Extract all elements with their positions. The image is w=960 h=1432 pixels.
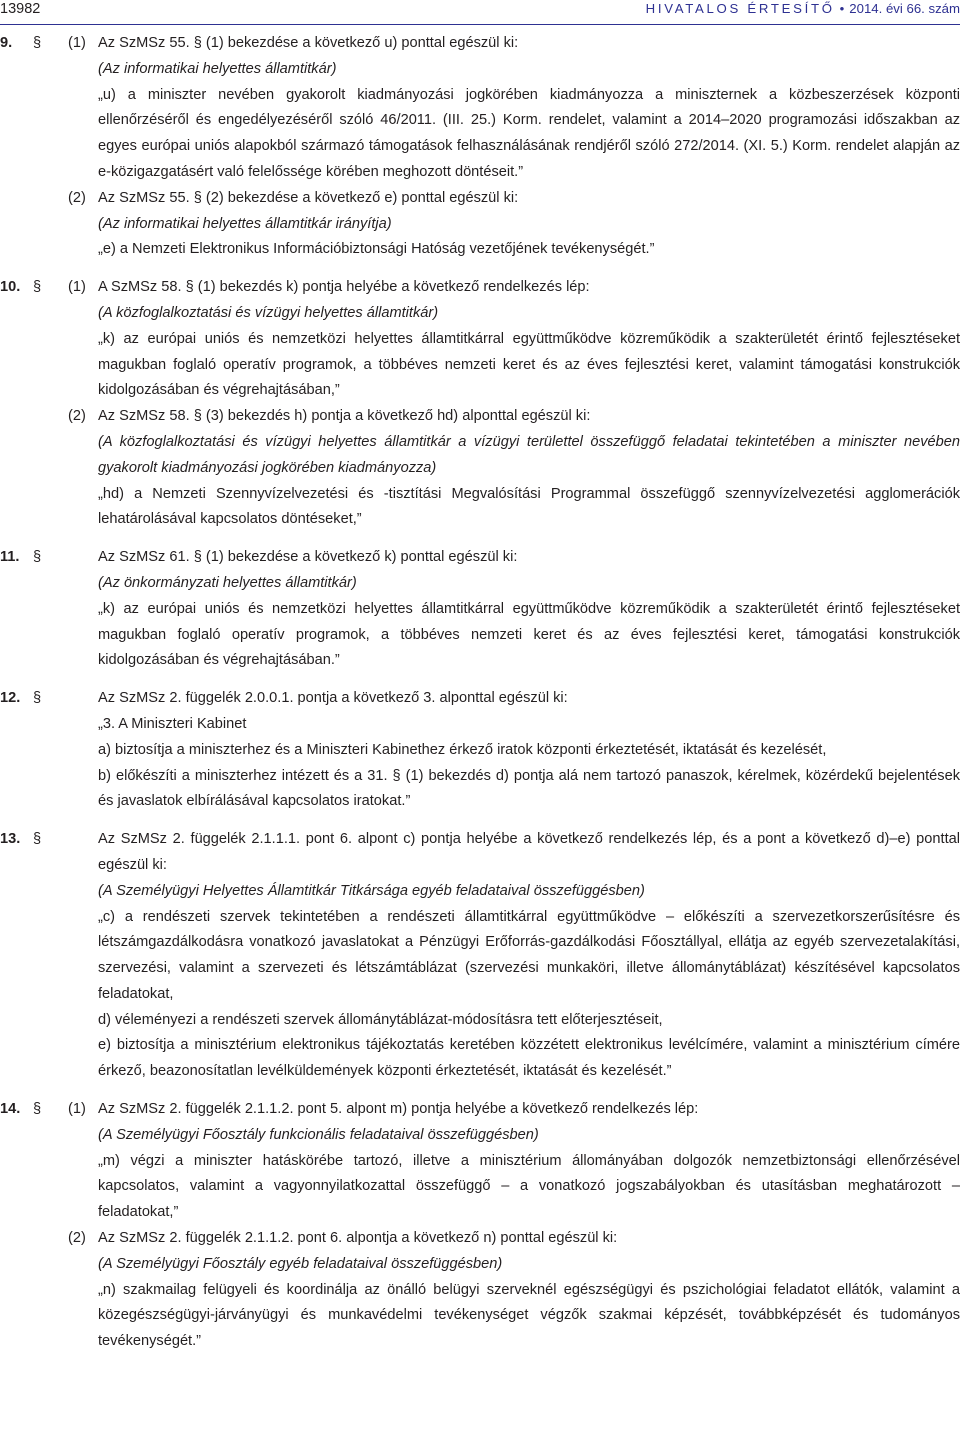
provision-text: „k) az európai uniós és nemzetközi helyettes államtitkárral együttműködve közreműködik a szakterületét érintő fejlesztéseket magukban foglaló operatív programok, a többéves nemzeti keret és az éves fejlesztési keret, támogatási konstrukciók kidolgozásában és végrehajtásában.”: [98, 600, 960, 669]
subsection-number: (2): [68, 1230, 86, 1247]
context-heading: (A Személyügyi Helyettes Államtitkár Titkársága egyéb feladataival összefüggésben): [98, 882, 645, 899]
provision-text: Az SzMSz 55. § (2) bekezdése a következő e) ponttal egészül ki:: [98, 189, 519, 206]
paragraph-row: [0, 545, 960, 571]
paragraph-row: [0, 879, 960, 905]
provision-text: A SzMSz 58. § (1) bekezdés k) pontja helyébe a következő rendelkezés lép:: [98, 279, 590, 296]
provision-text: „u) a miniszter nevében gyakorolt kiadmányozási jogkörében kiadmányozza a miniszternek a közbeszerzések központi ellenőrzéséről és engedélyezéséről szóló 46/2011. (III. 25.) Korm. rendelet, valamint a 2014–2020 programozási időszakban az egyes európai uniós alapokból származó támogatások felhasználásának rendjéről szóló 272/2014. (XI. 5.) Korm. rendelet alapján az e-közigazgatásért való felelőssége körében meghozott döntéseit.”: [98, 86, 960, 180]
section-number: 9.: [0, 35, 13, 51]
journal-title: HIVATALOS ÉRTESÍTŐ: [645, 1, 835, 16]
bullet-separator: •: [839, 1, 845, 16]
section-number: 13.: [0, 831, 21, 848]
provision-text: „e) a Nemzeti Elektronikus Információbiztonsági Hatóság vezetőjének tevékenységét.”: [98, 241, 655, 258]
paragraph-row: [0, 301, 960, 327]
section-number: 11.: [0, 549, 20, 566]
paragraph-sign: §: [33, 35, 42, 51]
context-heading: (A közfoglalkoztatási és vízügyi helyettes államtitkár): [98, 304, 439, 321]
section: [0, 827, 960, 1085]
paragraph-sign: §: [33, 831, 42, 848]
provision-text: Az SzMSz 58. § (3) bekezdés h) pontja a következő hd) alponttal egészül ki:: [98, 408, 591, 425]
paragraph-row: [0, 31, 960, 57]
paragraph-row: [0, 430, 960, 482]
paragraph-row: [0, 1097, 960, 1123]
paragraph-row: [0, 571, 960, 597]
subsection-number: (2): [68, 408, 86, 425]
provision-text: d) véleményezi a rendészeti szervek állománytáblázat-módosításra tett előterjesztéseit,: [98, 1011, 663, 1028]
paragraph-row: [0, 1033, 960, 1085]
paragraph-row: [0, 827, 960, 879]
section: [0, 31, 960, 263]
context-heading: (Az informatikai helyettes államtitkár): [98, 60, 337, 77]
provision-text: Az SzMSz 61. § (1) bekezdése a következő k) ponttal egészül ki:: [98, 549, 518, 566]
context-heading: (Az önkormányzati helyettes államtitkár): [98, 574, 357, 591]
subsection-number: (1): [68, 1101, 86, 1118]
document-body: [0, 31, 960, 1367]
section: [0, 1097, 960, 1355]
paragraph-row: [0, 186, 960, 212]
paragraph-row: [0, 1252, 960, 1278]
paragraph-sign: §: [33, 549, 42, 566]
section-number: 14.: [0, 1101, 21, 1118]
paragraph-row: [0, 83, 960, 186]
paragraph-row: [0, 738, 960, 764]
page-header: [0, 0, 960, 24]
provision-text: Az SzMSz 2. függelék 2.0.0.1. pontja a következő 3. alponttal egészül ki:: [98, 690, 568, 707]
paragraph-row: [0, 597, 960, 674]
provision-text: „n) szakmailag felügyeli és koordinálja az önálló belügyi szerveknél egészségügyi és pszichológiai feladatot ellátók, valamint a közegészségügyi-járványügyi és munkavédelmi tevékenységet végzők szakmai képzését, továbbképzését és tudományos tevékenységét.”: [98, 1281, 960, 1350]
subsection-number: (2): [68, 189, 86, 206]
subsection-number: (1): [68, 279, 86, 296]
paragraph-row: [0, 1226, 960, 1252]
section: [0, 545, 960, 674]
section-number: 12.: [0, 690, 21, 707]
context-heading: (Az informatikai helyettes államtitkár irányítja): [98, 215, 392, 232]
paragraph-row: [0, 686, 960, 712]
paragraph-row: [0, 1123, 960, 1149]
section-number: 10.: [0, 279, 21, 296]
provision-text: „hd) a Nemzeti Szennyvízelvezetési és -tisztítási Megvalósítási Programmal összefüggő szennyvízelvezetési agglomerációk lehatárolásával kapcsolatos döntéseket,”: [98, 485, 960, 528]
page-number: 13982: [0, 1, 41, 17]
provision-text: „m) végzi a miniszter hatáskörébe tartozó, illetve a minisztérium állományában dolgozók nemzetbiztonsági ellenőrzésével kapcsolatos, valamint a vagyonnyilatkozattal összefüggő – a vonatkozó jogszabályokban és utasításban meghatározott – feladatokat,”: [98, 1152, 960, 1221]
paragraph-sign: §: [33, 279, 42, 296]
provision-text: e) biztosítja a minisztérium elektronikus tájékoztatás keretében közzétett elektronikus levélcímére, valamint a minisztérium címére érkező, beazonosítatlan levélküldemények központi érkeztetését, iktatását és kezelését.”: [98, 1037, 960, 1080]
journal-info: [646, 0, 960, 18]
provision-text: b) előkészíti a miniszterhez intézett és a 31. § (1) bekezdés d) pontja alá nem tartozó panaszok, kérelmek, közérdekű bejelentések és javaslatok elbírálásával kapcsolatos iratokat.”: [98, 767, 960, 810]
context-heading: (A Személyügyi Főosztály funkcionális feladataival összefüggésben): [98, 1126, 539, 1143]
header-rule: [0, 24, 960, 25]
paragraph-row: [0, 764, 960, 816]
paragraph-row: [0, 404, 960, 430]
provision-text: Az SzMSz 2. függelék 2.1.1.2. pont 5. alpont m) pontja helyébe a következő rendelkezés lép:: [98, 1101, 699, 1118]
issue-label: 2014. évi 66. szám: [849, 1, 960, 16]
section: [0, 686, 960, 815]
paragraph-row: [0, 1149, 960, 1226]
provision-text: Az SzMSz 2. függelék 2.1.1.2. pont 6. alpontja a következő n) ponttal egészül ki:: [98, 1230, 618, 1247]
paragraph-row: [0, 482, 960, 534]
paragraph-row: [0, 57, 960, 83]
provision-text: „k) az európai uniós és nemzetközi helyettes államtitkárral együttműködve közreműködik a szakterületét érintő fejlesztéseket magukban foglaló operatív programok, a többéves nemzeti keret és az éves fejlesztési keret, valamint támogatási konstrukciók kidolgozásában és végrehajtásában,”: [98, 330, 960, 399]
paragraph-sign: §: [33, 1101, 42, 1118]
paragraph-row: [0, 712, 960, 738]
paragraph-row: [0, 275, 960, 301]
subsection-number: (1): [68, 35, 86, 51]
provision-text: „3. A Miniszteri Kabinet: [98, 715, 247, 732]
context-heading: (A Személyügyi Főosztály egyéb feladataival összefüggésben): [98, 1255, 503, 1272]
provision-text: Az SzMSz 2. függelék 2.1.1.1. pont 6. alpont c) pontja helyébe a következő rendelkezés lép, és a pont a következő d)–e) ponttal egészül ki:: [98, 831, 960, 873]
paragraph-row: [0, 327, 960, 404]
paragraph-row: [0, 1278, 960, 1355]
provision-text: a) biztosítja a miniszterhez és a Miniszteri Kabinethez érkező iratok központi érkeztetését, iktatását és kezelését,: [98, 741, 827, 758]
context-heading: (A közfoglalkoztatási és vízügyi helyettes államtitkár a vízügyi területtel összefüggő feladatai tekintetében a miniszter nevében gyakorolt kiadmányozási jogkörében kiadmányozza): [98, 433, 960, 476]
paragraph-sign: §: [33, 690, 42, 707]
section: [0, 275, 960, 533]
paragraph-row: [0, 905, 960, 1008]
provision-text: „c) a rendészeti szervek tekintetében a rendészeti államtitkárral együttműködve – előkészíti a szervezetkorszerűsítésre és létszámgazdálkodásra vonatkozó javaslatokat a Pénzügyi Erőforrás-gazdálkodási Főosztállyal, ellátja az egyéb szervezetalakítási, szervezési, valamint a szervezeti és létszámtáblázat (szervezési munkaköri, illetve állománytáblázat) készítésével kapcsolatos feladatokat,: [98, 908, 960, 1002]
provision-text: Az SzMSz 55. § (1) bekezdése a következő u) ponttal egészül ki:: [98, 35, 519, 51]
paragraph-row: [0, 237, 960, 263]
paragraph-row: [0, 1008, 960, 1034]
paragraph-row: [0, 212, 960, 238]
